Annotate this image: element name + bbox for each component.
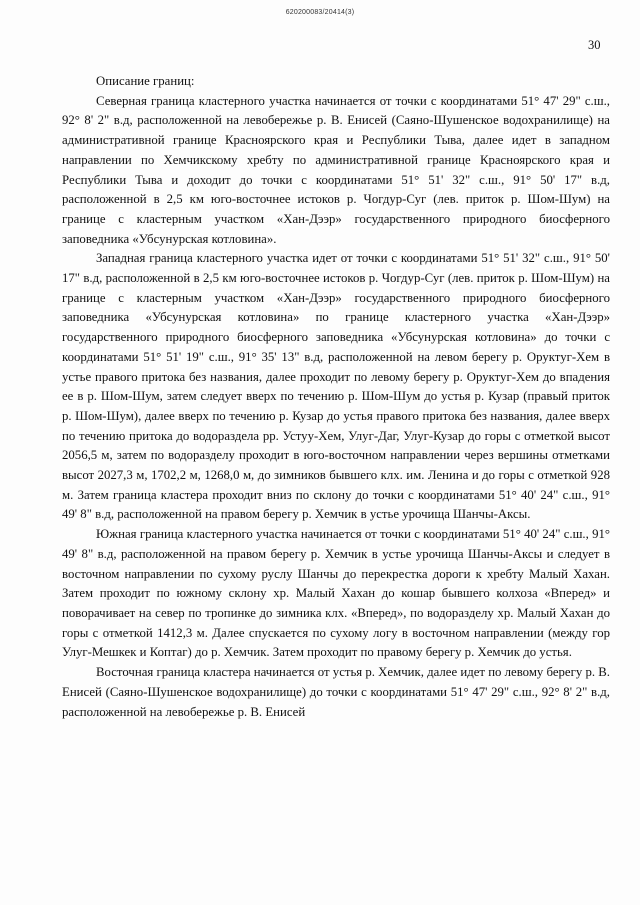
- paragraph-west-border: Западная граница кластерного участка идет от точки с координатами 51° 51' 32" с.ш., 91° 50' 17" в.д, расположенной в 2,5 км юго-восточнее истоков р. Чогдур-Суг (лев. приток р. Шом-Шум) на границе с кластерным участком «Хан-Дээр» государственного природного биосферного заповедника «Убсунурская котловина» по границе кластерного участка «Хан-Дээр» государственного природного биосферного заповедника «Убсунурская котловина» до точки с координатами 51° 51' 19" с.ш., 91° 35' 13" в.д, расположенной на левом берегу р. Оруктуг-Хем в устье правого притока без названия, далее проходит по левому берегу р. Оруктуг-Хем до впадения ее в р. Шом-Шум, затем следует вверх по течению р. Шом-Шум до устья р. Кузар (правый приток р. Шом-Шум), далее вверх по течению р. Кузар до устья правого притока без названия, далее вверх по течению притока до водораздела рр. Устуу-Хем, Улуг-Даг, Улуг-Кузар до горы с отметкой высот 2056,5 м, затем по водоразделу проходит в юго-восточном направлении через вершины отметками высот 2027,3 м, 1702,2 м, 1268,0 м, до зимников бывшего клх. им. Ленина и до горы с отметкой 928 м. Затем граница кластера проходит вниз по склону до точки с координатами 51° 40' 24" с.ш., 91° 49' 8" в.д, расположенной на правом берегу р. Хемчик в устье урочища Шанчы-Аксы.: [62, 251, 610, 522]
- page-number: 30: [588, 38, 601, 52]
- document-code: 620200083/20414(3): [285, 9, 355, 16]
- paragraph-east-border: Восточная граница кластера начинается от устья р. Хемчик, далее идет по левому берегу р. В. Енисей (Саяно-Шушенское водохранилище) до точки с координатами 51° 47' 29" с.ш., 92° 8' 2" в.д, расположенной на левобережье р. В. Енисей: [62, 665, 610, 719]
- document-body: [62, 72, 610, 722]
- paragraph-north-border: Северная граница кластерного участка начинается от точки с координатами 51° 47' 29" с.ш., 92° 8' 2" в.д, расположенной на левобережье р. В. Енисей (Саяно-Шушенское водохранилище) на административной границе Красноярского края и Республики Тыва, далее идет в западном направлении по Хемчикскому хребту по административной границе Красноярского края и Республики Тыва и доходит до точки с координатами 51° 51' 32" с.ш., 91° 50' 17" в.д, расположенной в 2,5 км юго-восточнее истоков р. Чогдур-Суг (лев. приток р. Шом-Шум) на границе с кластерным участком «Хан-Дээр» государственного природного биосферного заповедника «Убсунурская котловина».: [62, 93, 610, 246]
- paragraph-south-border: Южная граница кластерного участка начинается от точки с координатами 51° 40' 24" с.ш., 91° 49' 8" в.д, расположенной на правом берегу р. Хемчик в устье урочища Шанчы-Аксы и следует в восточном направлении по сухому руслу Шанчы до перекрестка дороги к хребту Малый Хахан. Затем проходит по южному склону хр. Малый Хахан до кошар бывшего колхоза «Вперед» и поворачивает на север по тропинке до зимника клх. «Вперед», по водоразделу хр. Малый Хахан до горы с отметкой 1412,3 м. Далее спускается по сухому логу в восточном направлении (между гор Улуг-Мешкек и Коптаг) до р. Хемчик. Затем проходит по правому берегу р. Хемчик до устья.: [62, 527, 610, 660]
- section-heading: Описание границ:: [96, 74, 195, 88]
